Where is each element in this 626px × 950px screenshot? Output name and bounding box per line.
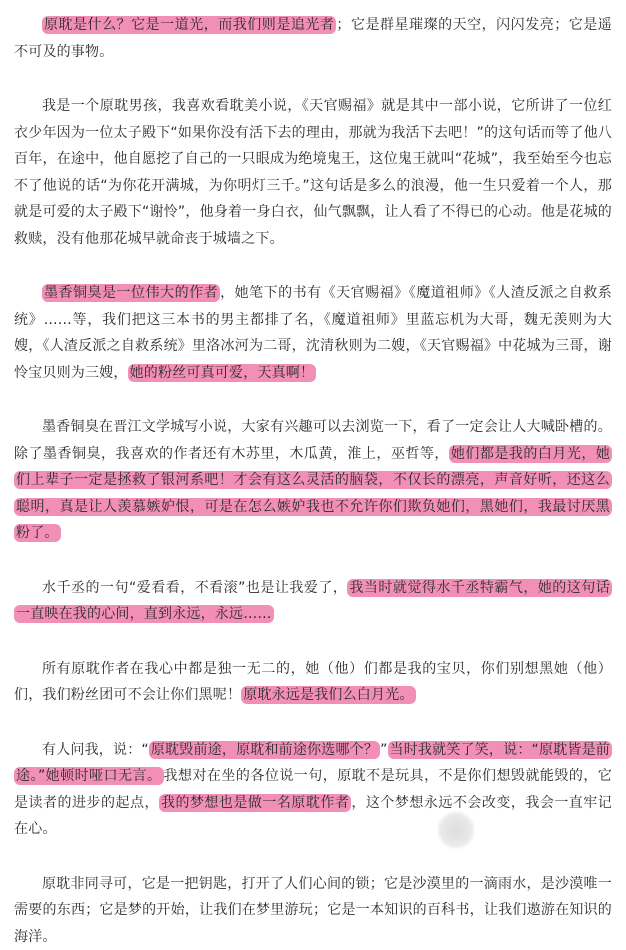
highlighted-text: 她的粉丝可真可爱，天真啊！ [128, 364, 317, 382]
article-paragraph [14, 12, 612, 65]
paragraph-text: 所有原耽作者在我心中都是独一无二的，她（他）们都是我的宝贝，你们别想黑她（他）们，我们粉丝团可不会让你们黑呢！ [14, 661, 612, 704]
article-paragraph [14, 414, 612, 547]
paragraph-text: ，这个梦想永远不会改变，我会一直牢记在心。 [14, 795, 612, 838]
article-paragraph [14, 93, 612, 252]
article-paragraph [14, 280, 612, 386]
paragraph-text: ；它是群星璀璨的天空，闪闪发亮；它是遥不可及的事物。 [14, 17, 612, 60]
article-paragraph [14, 737, 612, 843]
highlighted-text: 原耽永远是我们么白月光。 [241, 686, 415, 704]
paragraph-text: 有人问我，说：“ [42, 742, 149, 758]
paragraph-text: ，她笔下的书有《天官赐福》《魔道祖师》《人渣反派之自救系统》……等，我们把这三本书的男主都排了名，《魔道祖师》里蓝忘机为大哥，魏无羡则为大嫂，《人渣反派之自救系统》里洛冰河为二哥，沈清秋则为二嫂，《天官赐福》中花城为三哥，谢怜宝贝则为三嫂， [14, 285, 612, 381]
highlighted-text: 我的梦想也是做一名原耽作者 [159, 794, 351, 812]
highlighted-text: 她们都是我的白月光，她们上辈子一定是拯救了银河系吧！才会有这么灵活的脑袋，不仅长的漂亮，声音好听，还这么聪明，真是让人羡慕嫉妒恨，可是在怎么嫉妒我也不允许你们欺负她们，黑她们，我最讨厌黑粉了。 [14, 445, 612, 543]
article-paragraph [14, 871, 612, 950]
paragraph-text: 我是一个原耽男孩，我喜欢看耽美小说，《天官赐福》就是其中一部小说，它所讲了一位红衣少年因为一位太子殿下“如果你没有活下去的理由，那就为我活下去吧！”的这句话而等了他八百年，在途中，他自愿挖了自己的一只眼成为绝境鬼王，这位鬼王就叫“花城”，我至始至今也忘不了他说的话“为你花开满城，为你明灯三千。”这句话是多么的浪漫，他一生只爱着一个人，那就是可爱的太子殿下“谢怜”，他身着一身白衣，仙气飘飘，让人看了不得已的心动。他是花城的救赎，没有他那花城早就命丧于城墙之下。 [14, 98, 612, 247]
article-paragraph [14, 575, 612, 628]
article-paragraph [14, 656, 612, 709]
paragraph-text: 我想对在坐的各位说一句，原耽不是玩具，不是你们想毁就能毁的，它是读者的进步的起点， [14, 768, 612, 811]
highlighted-text: 原耽是什么？它是一道光，而我们则是追光者 [42, 16, 336, 34]
paragraph-text: 水千丞的一句“爱看看，不看滚”也是让我爱了， [42, 580, 347, 596]
paragraph-text: 墨香铜臭在晋江文学城写小说，大家有兴趣可以去浏览一下，看了一定会让人大喊卧槽的。除了墨香铜臭，我喜欢的作者还有木苏里，木瓜黄，淮上，巫哲等， [14, 419, 612, 462]
paragraph-text: 原耽非同寻可，它是一把钥匙，打开了人们心间的锁；它是沙漠里的一滴雨水，是沙漠唯一需要的东西；它是梦的开始，让我们在梦里游玩；它是一本知识的百科书，让我们遨游在知识的海洋。 [14, 876, 612, 945]
highlighted-text: 当时我就笑了笑，说：“原耽皆是前途。”她顿时哑口无言。 [14, 741, 612, 786]
watermark-logo [436, 810, 476, 850]
highlighted-text: 墨香铜臭是一位伟大的作者 [42, 284, 220, 302]
paragraph-text: ” [380, 742, 387, 758]
highlighted-text: 我当时就觉得水千丞特霸气，她的这句话一直映在我的心间，直到永远，永远…… [14, 579, 612, 624]
highlighted-text: 原耽毁前途，原耽和前途你选哪个？ [149, 741, 380, 759]
